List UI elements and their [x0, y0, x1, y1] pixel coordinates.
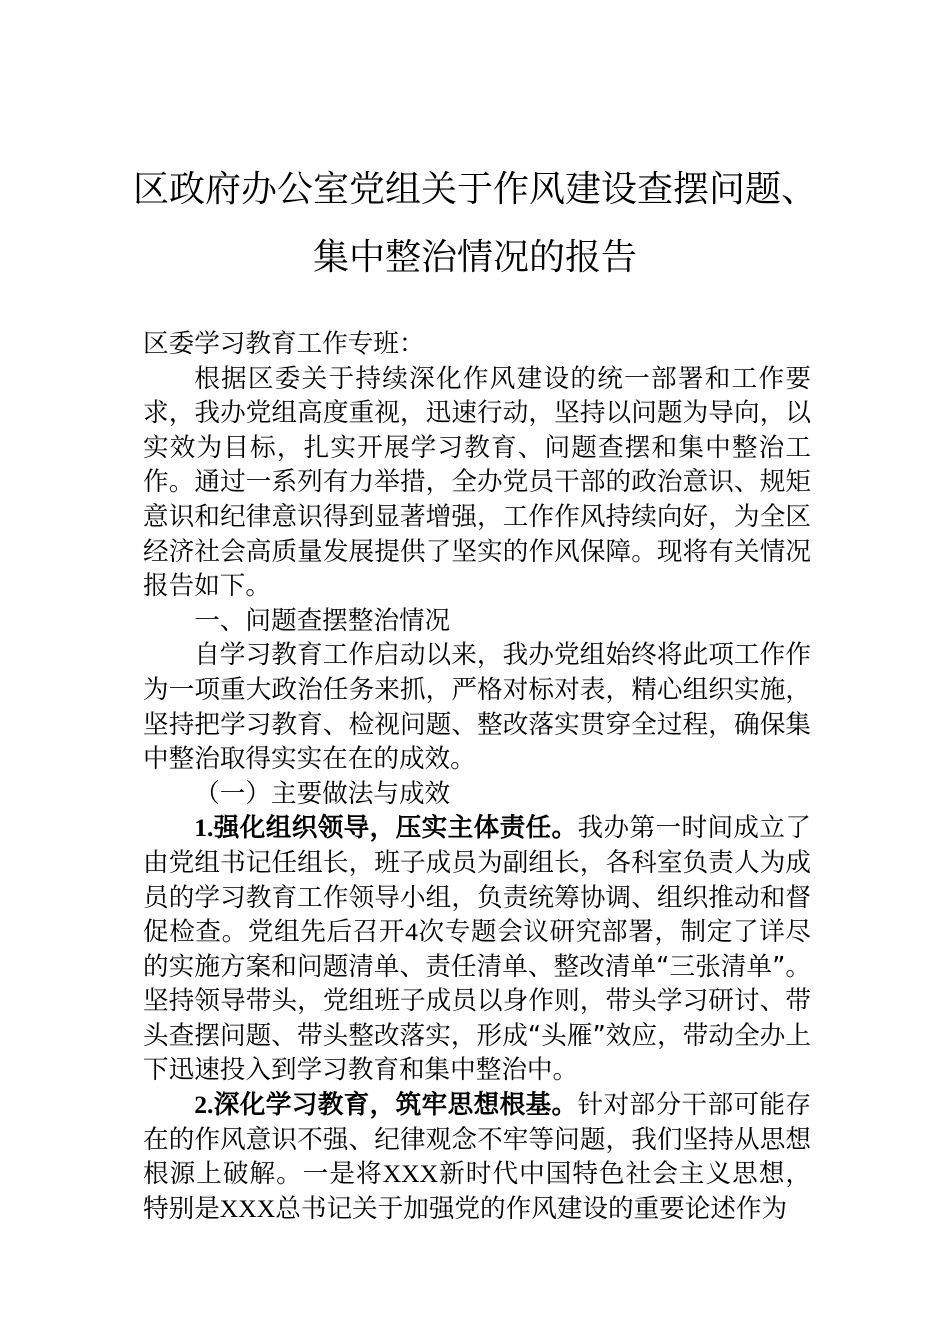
subsection-heading: （一）主要做法与成效: [194, 778, 451, 809]
salutation: 区委学习教育工作专班：: [143, 329, 425, 359]
section-heading: 一、问题查摆整治情况: [194, 605, 451, 636]
document-title-line-2: 集中整治情况的报告: [312, 237, 637, 278]
item-2-number: 2.: [194, 1090, 214, 1120]
item-2-paragraph: [143, 1088, 811, 1226]
item-2-text-b: 新时代中国特色社会主义思想，特别是: [143, 1159, 811, 1224]
item-2-text-c: 总书记关于加强党的作风建设的重要论述作为: [275, 1193, 788, 1224]
item-1-count: 4: [405, 917, 418, 947]
item-2-lead: 深化学习教育，筑牢思想根基。: [213, 1090, 578, 1121]
item-1-lead: 强化组织领导，压实主体责任。: [213, 813, 578, 844]
item-2-placeholder-1: XXX: [382, 1159, 439, 1189]
intro-paragraph: 根据区委关于持续深化作风建设的统一部署和工作要求，我办党组高度重视，迅速行动，坚持以问题为导向，以实效为目标，扎实开展学习教育、问题查摆和集中整治工作。通过一系列有力举措，全办党员干部的政治意识、规矩意识和纪律意识得到显著增强，工作作风持续向好，为全区经济社会高质量发展提供了坚实的作风保障。现将有关情况报告如下。: [143, 363, 811, 602]
document-title-line-1: 区政府办公室党组关于作风建设查摆问题、: [132, 169, 817, 210]
item-1-text-b: 次专题会议研究部署，制定了详尽的实施方案和问题清单、责任清单、整改清单“三张清单”。坚持领导带头，党组班子成员以身作则，带头学习研讨、带头查摆问题、带头整改落实，形成“头雁”效应，带动全办上下迅速投入到学习教育和集中整治中。: [143, 917, 811, 1086]
section-paragraph: 自学习教育工作启动以来，我办党组始终将此项工作作为一项重大政治任务来抓，严格对标对表，精心组织实施，坚持把学习教育、检视问题、整改落实贯穿全过程，确保集中整治取得实实在在的成效。: [143, 640, 811, 775]
document-body: [143, 327, 811, 1226]
item-2-placeholder-2: XXX: [219, 1193, 276, 1223]
item-1-paragraph: [143, 811, 811, 1088]
item-1-number: 1.: [194, 813, 214, 843]
item-2-text-a: 针对部分干部可能存在的作风意识不强、纪律观念不牢等问题，我们坚持从思想根源上破解。一是将: [143, 1090, 811, 1190]
item-1-text-a: 我办第一时间成立了由党组书记任组长，班子成员为副组长，各科室负责人为成员的学习教育工作领导小组，负责统筹协调、组织推动和督促检查。党组先后召开: [143, 813, 811, 948]
